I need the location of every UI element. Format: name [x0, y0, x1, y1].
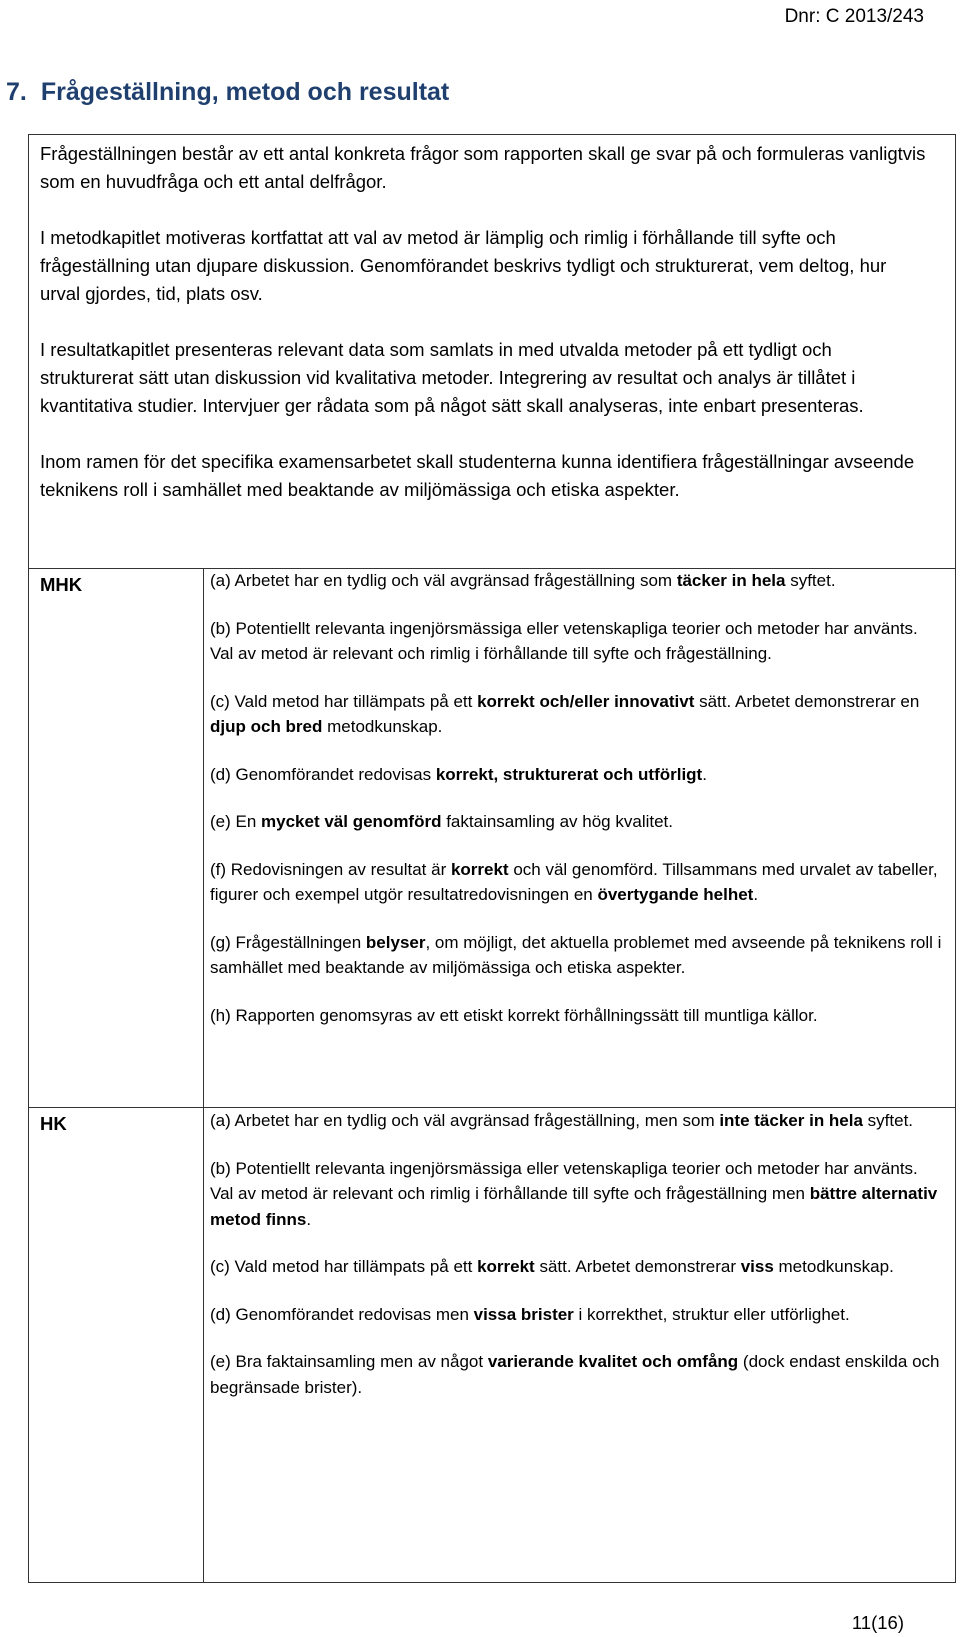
- criterion-text: , om möjligt, det aktuella problemet med avseende på teknikens roll i samhället med beaktande av miljömässiga och etiska aspekter.: [210, 932, 942, 977]
- criterion-text: (b) Potentiellt relevanta ingenjörsmässiga eller vetenskapliga teorier och metoder har använts. Val av metod är relevant och rimlig i förhållande till syfte och frågeställning men: [210, 1158, 918, 1203]
- criterion-item: [210, 809, 945, 835]
- criterion-text: (c) Vald metod har tillämpats på ett: [210, 691, 478, 711]
- criterion-emphasis: bättre alternativ metod finns: [210, 1184, 938, 1229]
- criterion-text: .: [702, 764, 707, 784]
- criterion-emphasis: korrekt: [477, 1257, 535, 1276]
- criterion-emphasis: belyser: [365, 932, 426, 952]
- criterion-item: [210, 1108, 945, 1134]
- criterion-text: (g) Frågeställningen: [210, 932, 366, 952]
- criterion-text: (a) Arbetet har en tydlig och väl avgränsad frågeställning, men som: [210, 1111, 720, 1130]
- criterion-emphasis: övertygande helhet: [597, 885, 754, 904]
- criterion-item: [210, 1302, 945, 1328]
- criterion-text: (b) Potentiellt relevanta ingenjörsmässiga eller vetenskapliga teorier och metoder har använts. Val av metod är relevant och rimlig i förhållande till syfte och frågeställning.: [210, 618, 918, 663]
- criterion-text: (e) Bra faktainsamling men av något: [210, 1352, 488, 1371]
- criterion-emphasis: täcker in hela: [676, 571, 786, 590]
- criterion-text: och väl genomförd. Tillsammans med urvalet av tabeller, figurer och exempel utgör resultatredovisningen en: [210, 859, 938, 904]
- criterion-text: sätt. Arbetet demonstrerar: [534, 1257, 741, 1276]
- criterion-emphasis: varierande kvalitet och omfång: [487, 1352, 739, 1371]
- criterion-item: [210, 857, 945, 908]
- criterion-text: .: [753, 885, 759, 904]
- criterion-text: sätt. Arbetet demonstrerar en: [694, 691, 920, 711]
- criterion-emphasis: viss: [740, 1257, 774, 1276]
- criterion-emphasis: vissa brister: [473, 1304, 574, 1324]
- criterion-emphasis: korrekt och/eller innovativt: [477, 691, 695, 711]
- mhk-criteria-list: [210, 568, 945, 1028]
- grade-label-hk: HK: [40, 1113, 67, 1134]
- criterion-item: [210, 762, 945, 788]
- hk-criteria-list: [210, 1108, 945, 1400]
- criterion-text: metodkunskap.: [322, 717, 443, 736]
- criterion-text: (e) En: [210, 812, 262, 831]
- criterion-text: (d) Genomförandet redovisas: [210, 764, 436, 784]
- intro-paragraph: I resultatkapitlet presenteras relevant data som samlats in med utvalda metoder på ett tydligt och strukturerat sätt utan diskussion vid kvalitativa metoder. Integrering av resultat och analys är tillåtet i kvantitativa studier. Intervjuer ger rådata som på något sätt skall analyseras, inte enbart presenteras.: [40, 339, 864, 416]
- criterion-text: (dock endast enskilda och begränsade brister).: [210, 1352, 940, 1397]
- criterion-text: syftet.: [785, 571, 836, 590]
- criterion-emphasis: korrekt: [450, 859, 509, 879]
- criterion-text: syftet.: [862, 1111, 914, 1130]
- criterion-emphasis: djup och bred: [210, 717, 323, 736]
- criterion-item: [210, 689, 945, 740]
- criterion-item: [210, 1003, 945, 1029]
- criterion-item: [210, 1156, 945, 1233]
- criterion-item: [210, 568, 945, 594]
- criterion-text: faktainsamling av hög kvalitet.: [441, 812, 673, 831]
- intro-paragraph: Inom ramen för det specifika examensarbetet skall studenterna kunna identifiera frågeställningar avseende teknikens roll i samhället med beaktande av miljömässiga och etiska aspekter.: [40, 451, 915, 500]
- criterion-text: (d) Genomförandet redovisas men: [210, 1304, 474, 1324]
- grade-label-mhk: MHK: [40, 574, 83, 595]
- criterion-text: .: [306, 1209, 312, 1229]
- intro-text: [40, 140, 930, 504]
- criterion-text: (c) Vald metod har tillämpats på ett: [210, 1257, 478, 1276]
- section-number: 7.: [6, 78, 27, 106]
- criterion-item: [210, 930, 945, 981]
- criterion-text: metodkunskap.: [773, 1257, 894, 1276]
- criterion-text: (f) Redovisningen av resultat är: [210, 859, 451, 879]
- criterion-text: (a) Arbetet har en tydlig och väl avgränsad frågeställning som: [210, 571, 677, 590]
- criterion-emphasis: inte täcker in hela: [719, 1111, 863, 1130]
- criterion-text: i korrekthet, struktur eller utförlighet.: [573, 1304, 850, 1324]
- criterion-item: [210, 1254, 945, 1280]
- document-number: Dnr: C 2013/243: [784, 6, 924, 27]
- section-title: Frågeställning, metod och resultat: [40, 78, 450, 106]
- criterion-item: [210, 1349, 945, 1400]
- intro-paragraph: I metodkapitlet motiveras kortfattat att val av metod är lämplig och rimlig i förhållande till syfte och frågeställning utan djupare diskussion. Genomförandet beskrivs tydligt och strukturerat, vem deltog, hur urval gjordes, tid, plats osv.: [40, 227, 887, 304]
- criterion-emphasis: mycket väl genomförd: [261, 812, 442, 831]
- page-number: 11(16): [851, 1612, 904, 1633]
- table-column-divider: [203, 568, 204, 1583]
- intro-paragraph: Frågeställningen består av ett antal konkreta frågor som rapporten skall ge svar på och formuleras vanligtvis som en huvudfråga och ett antal delfrågor.: [40, 143, 926, 192]
- criterion-text: (h) Rapporten genomsyras av ett etiskt korrekt förhållningssätt till muntliga källor.: [210, 1005, 818, 1025]
- criterion-emphasis: korrekt, strukturerat och utförligt: [435, 764, 703, 784]
- section-heading: [6, 78, 940, 107]
- criterion-item: [210, 616, 945, 667]
